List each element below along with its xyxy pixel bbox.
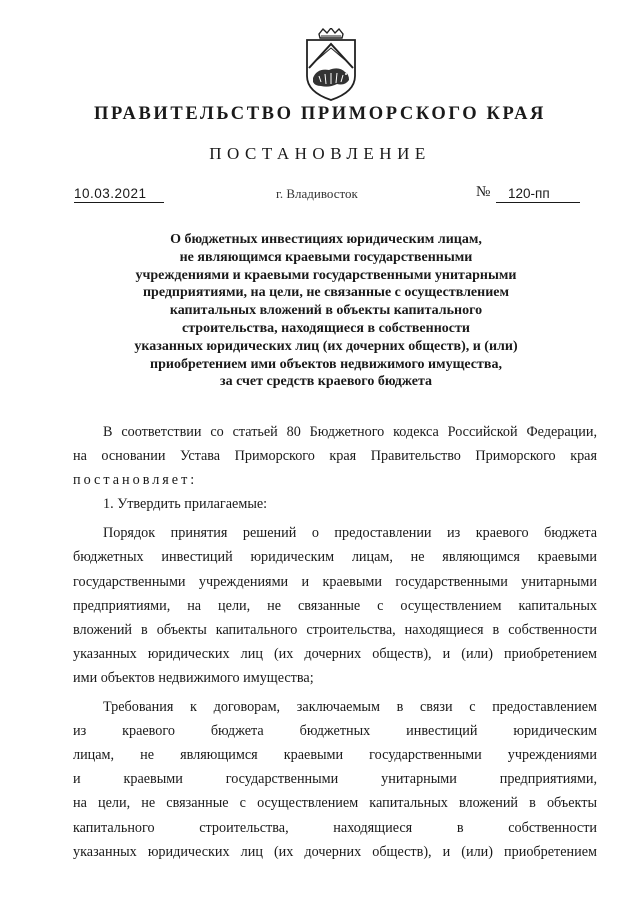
subject-line: указанных юридических лиц (их дочерних обществ), и (или) (134, 338, 518, 354)
body-line: лицам, не являющимся краевыми государственными учреждениями (73, 747, 597, 764)
body-line: постановляет: (73, 472, 198, 489)
body-line: предприятиями, на цели, не связанные с осуществлением капитальных (73, 597, 597, 614)
subject-line: не являющимся краевыми государственными (179, 249, 473, 265)
body-line: Требования к договорам, заключаемым в связи с предоставлением (103, 699, 597, 716)
subject-line: строительства, находящиеся в собственности (182, 320, 470, 336)
document-body (73, 420, 597, 864)
subject-line: капитальных вложений в объекты капитального (169, 303, 483, 319)
document-date: 10.03.2021 (74, 186, 164, 203)
document-number: 120-пп (496, 186, 580, 203)
body-line: вложений в объекты капитального строительства, находящиеся в собственности (73, 621, 597, 638)
body-line: указанных юридических лиц (их дочерних обществ), и (или) приобретением (73, 843, 597, 860)
body-line: В соответствии со статьей 80 Бюджетного кодекса Российской Федерации, (103, 424, 597, 440)
subject-line: предприятиями, на цели, не связанные с осуществлением (142, 285, 510, 301)
body-line: из краевого бюджета бюджетных инвестиций юридическим (73, 723, 597, 740)
body-line: ими объектов недвижимого имущества; (73, 669, 314, 686)
document-kind: ПОСТАНОВЛЕНИЕ (209, 144, 431, 163)
government-title: ПРАВИТЕЛЬСТВО ПРИМОРСКОГО КРАЯ (93, 104, 546, 124)
body-line: 1. Утвердить прилагаемые: (103, 496, 268, 513)
subject-line: приобретением ими объектов недвижимого имущества, (150, 356, 502, 372)
document-city: г. Владивосток (276, 186, 358, 201)
body-line: Порядок принятия решений о предоставлении из краевого бюджета (103, 525, 597, 542)
body-line: государственными учреждениями и краевыми государственными унитарными (73, 573, 597, 590)
body-line: на цели, не связанные с осуществлением капитальных вложений в объекты (73, 795, 597, 812)
body-line: указанных юридических лиц (их дочерних обществ), и (или) приобретением (73, 645, 597, 662)
body-line: капитального строительства, находящиеся в собственности (73, 819, 597, 836)
body-line: бюджетных инвестиций юридическим лицам, не являющимся краевыми (73, 549, 597, 566)
body-line: на основании Устава Приморского края Правительство Приморского края (73, 448, 597, 465)
subject-line: О бюджетных инвестициях юридическим лицам, (170, 232, 482, 247)
document-subject (96, 231, 556, 391)
subject-line: за счет средств краевого бюджета (219, 374, 433, 390)
number-sign: № (476, 184, 491, 200)
subject-line: учреждениями и краевыми государственными унитарными (135, 267, 517, 283)
coat-of-arms-icon (299, 28, 363, 102)
body-line: и краевыми государственными унитарными предприятиями, (73, 771, 597, 788)
